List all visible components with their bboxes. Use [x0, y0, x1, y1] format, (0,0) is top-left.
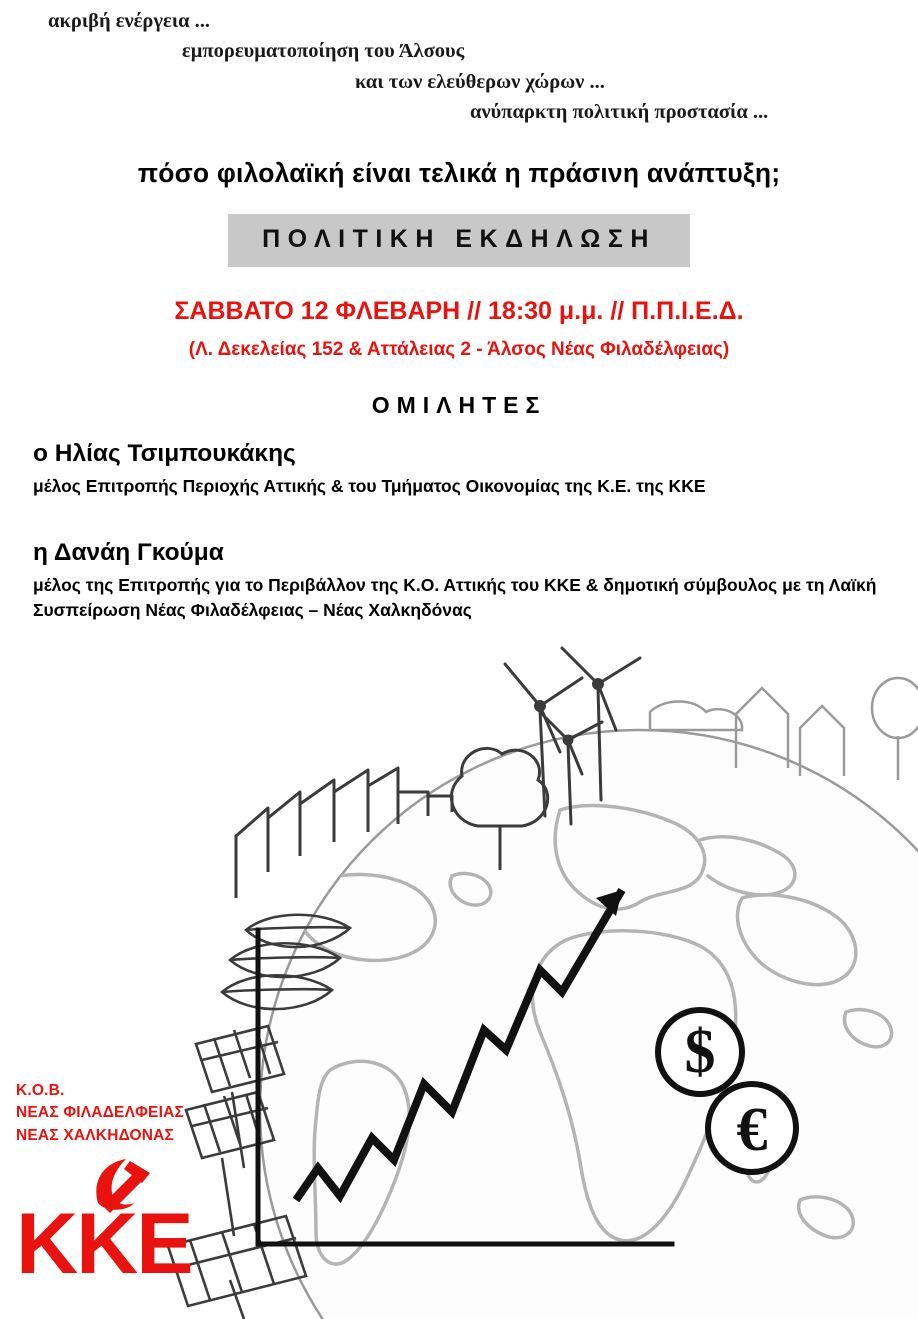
- org-line-3: ΝΕΑΣ ΧΑΛΚΗΔΟΝΑΣ: [16, 1126, 175, 1144]
- event-type-banner-container: [0, 214, 918, 267]
- intro-lines: [0, 6, 918, 127]
- event-type-banner: ΠΟΛΙΤΙΚΗ ΕΚΔΗΛΩΣΗ: [228, 214, 690, 267]
- speaker-role: μέλος Επιτροπής Περιοχής Αττικής & του Τμήματος Οικονομίας της Κ.Ε. της ΚΚΕ: [33, 476, 706, 496]
- event-datetime: ΣΑΒΒΑΤΟ 12 ΦΛΕΒΑΡΗ // 18:30 μ.μ. // Π.Π.Ι.Ε.Δ.: [174, 297, 744, 325]
- event-venue-address: (Λ. Δεκελείας 152 & Αττάλειας 2 - Άλσος Νέας Φιλαδέλφειας): [188, 339, 730, 360]
- speakers-heading: ΟΜΙΛΗΤΕΣ: [371, 392, 547, 418]
- org-line-2: ΝΕΑΣ ΦΙΛΑΔΕΛΦΕΙΑΣ: [16, 1104, 184, 1122]
- intro-line-4: ανύπαρκτη πολιτική προστασία ...: [470, 100, 769, 123]
- kke-logo: [16, 1161, 226, 1293]
- organization-block: [16, 1080, 246, 1293]
- dollar-icon: $: [684, 1018, 716, 1086]
- intro-line-1: ακριβή ενέργεια ...: [48, 10, 211, 32]
- euro-icon: €: [736, 1096, 768, 1164]
- speaker-name: ο Ηλίας Τσιμπουκάκης: [33, 440, 296, 467]
- party-acronym: ΚΚΕ: [16, 1196, 192, 1293]
- intro-line-2: εμπορευματοποίηση του Άλσους: [182, 40, 465, 63]
- speaker-name: η Δανάη Γκούμα: [33, 539, 224, 566]
- speaker-entry: [33, 440, 893, 499]
- speaker-entry: [33, 539, 893, 623]
- page-title: πόσο φιλολαϊκή είναι τελικά η πράσινη ανάπτυξη;: [137, 158, 781, 188]
- intro-line-3: και των ελεύθερων χώρων ...: [355, 70, 605, 93]
- org-line-1: Κ.Ο.Β.: [16, 1082, 65, 1099]
- speaker-role: μέλος της Επιτροπής για το Περιβάλλον της Κ.Ο. Αττικής του ΚΚΕ & δημοτική σύμβουλος με τη Λαϊκή Συσπείρωση Νέας Φιλαδέλφειας – Νέας Χαλκηδόνας: [33, 575, 877, 620]
